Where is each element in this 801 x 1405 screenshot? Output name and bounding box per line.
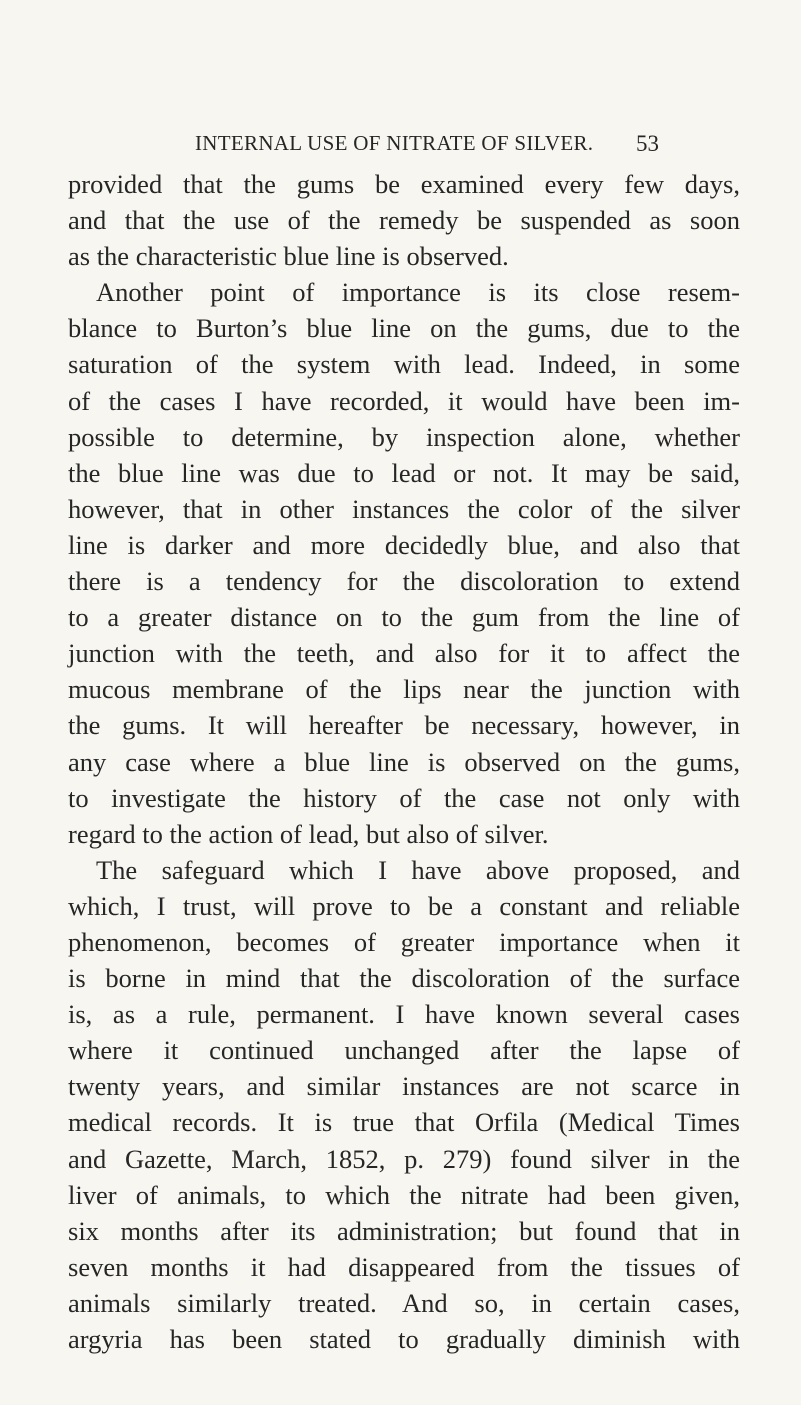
text-line: and that the use of the remedy be suspended as soon	[68, 205, 740, 236]
text-line: blance to Burton’s blue line on the gums, due to the	[68, 313, 740, 344]
text-line: saturation of the system with lead. Indeed, in some	[68, 349, 740, 380]
text-line: phenomenon, becomes of greater importance when it	[68, 926, 740, 957]
text-line: medical records. It is true that Orfila (Medical Times	[68, 1107, 740, 1138]
text-line: which, I trust, will prove to be a constant and reliable	[68, 890, 740, 921]
text-line: is borne in mind that the discoloration of the surface	[68, 963, 740, 994]
text-line: argyria has been stated to gradually diminish with	[68, 1324, 740, 1354]
text-line: liver of animals, to which the nitrate had been given,	[68, 1179, 740, 1210]
text-line: there is a tendency for the discoloration to extend	[68, 566, 740, 597]
text-line: animals similarly treated. And so, in certain cases,	[68, 1287, 740, 1318]
text-line: to a greater distance on to the gum from the line of	[68, 602, 740, 633]
text-line: regard to the action of lead, but also of silver.	[68, 818, 549, 849]
running-title: INTERNAL USE OF NITRATE OF SILVER.	[195, 131, 594, 155]
text-line: to investigate the history of the case not only with	[68, 782, 740, 813]
text-line: seven months it had disappeared from the tissues of	[68, 1251, 740, 1282]
text-line: is, as a rule, permanent. I have known several cases	[68, 999, 740, 1030]
page-number: 53	[636, 131, 659, 156]
text-line: the blue line was due to lead or not. It may be said,	[68, 457, 740, 488]
text-line: provided that the gums be examined every few days,	[68, 169, 740, 199]
body-text	[68, 166, 740, 1357]
text-line: Another point of importance is its close resem-	[96, 277, 740, 308]
text-line: however, that in other instances the color of the silver	[68, 493, 740, 524]
text-line: as the characteristic blue line is observed.	[68, 241, 509, 272]
text-line: The safeguard which I have above proposed, and	[96, 854, 740, 885]
text-line: possible to determine, by inspection alone, whether	[68, 421, 740, 452]
text-line: mucous membrane of the lips near the junction with	[68, 674, 740, 705]
text-line: any case where a blue line is observed on the gums,	[68, 746, 740, 777]
text-line: and Gazette, March, 1852, p. 279) found silver in the	[68, 1143, 740, 1174]
text-line: of the cases I have recorded, it would have been im-	[68, 385, 740, 416]
text-line: twenty years, and similar instances are not scarce in	[68, 1071, 740, 1102]
text-line: the gums. It will hereafter be necessary, however, in	[68, 710, 740, 741]
text-line: junction with the teeth, and also for it to affect the	[68, 638, 740, 669]
text-line: line is darker and more decidedly blue, and also that	[68, 529, 740, 560]
text-line: where it continued unchanged after the lapse of	[68, 1035, 740, 1066]
text-line: six months after its administration; but found that in	[68, 1215, 740, 1246]
